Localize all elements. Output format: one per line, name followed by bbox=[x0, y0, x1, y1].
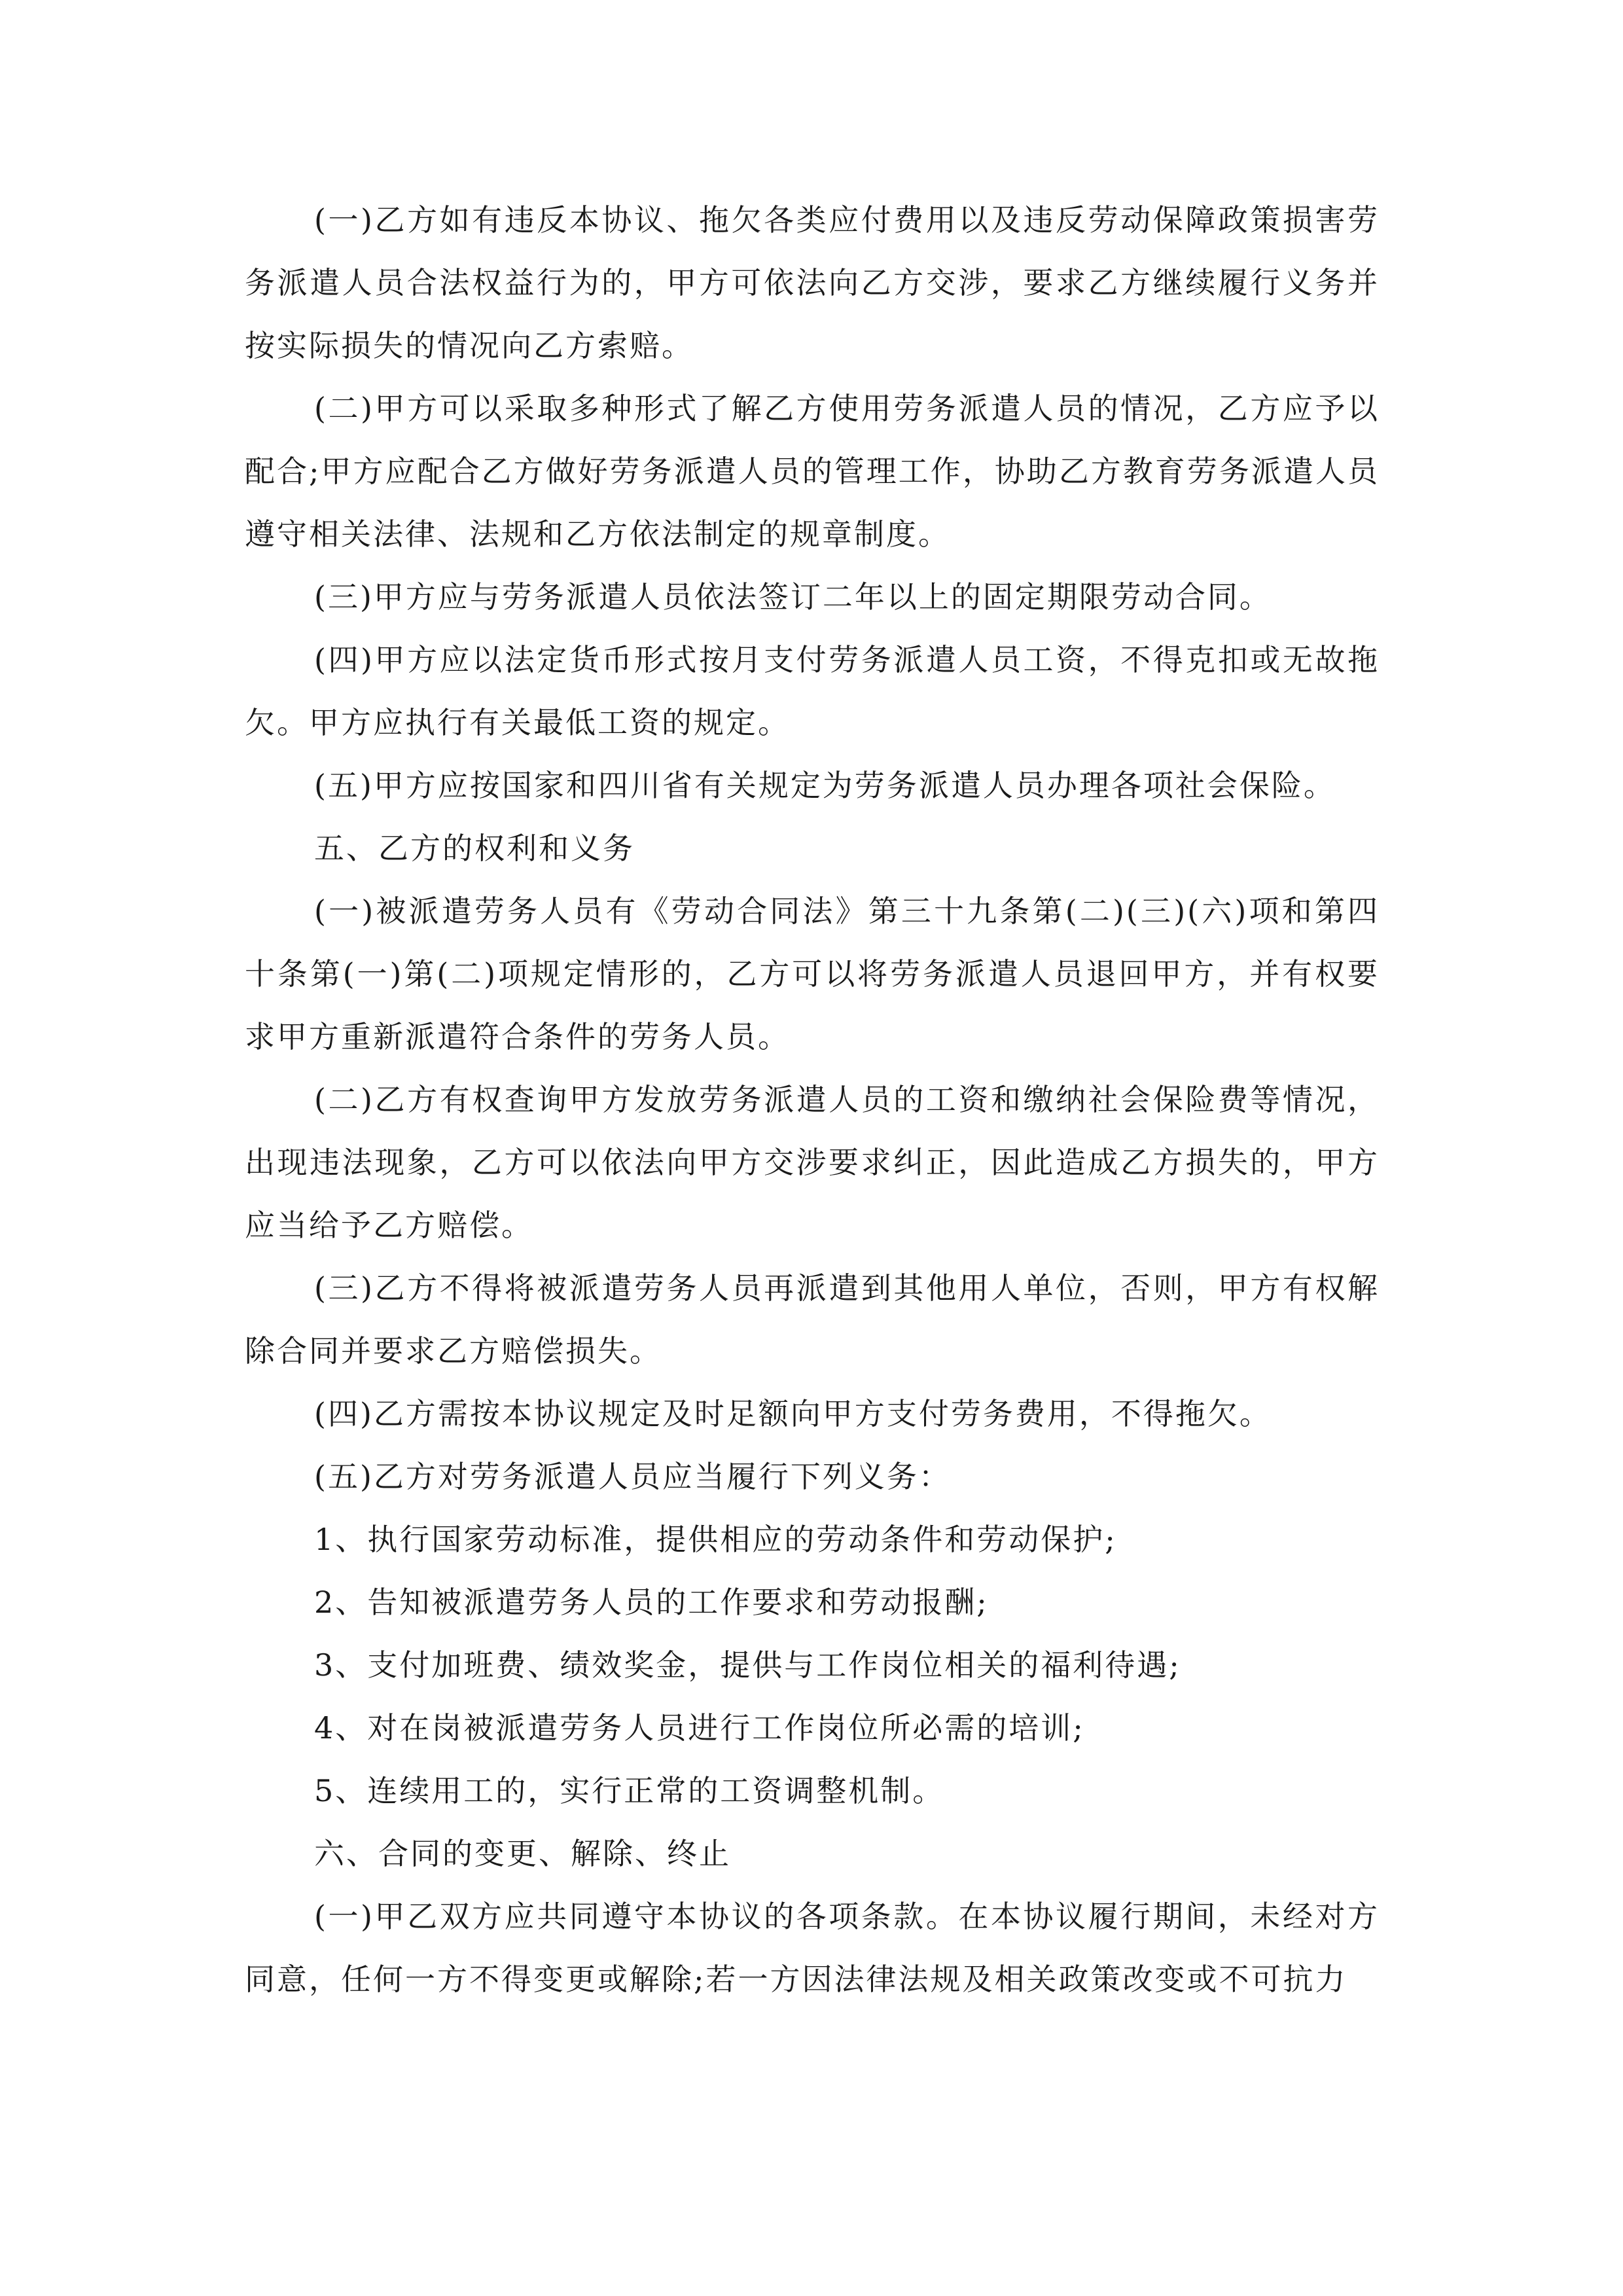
paragraph-inquiry-right: (二)乙方有权查询甲方发放劳务派遣人员的工资和缴纳社会保险费等情况，出现违法现象，乙方可以依法向甲方交涉要求纠正，因此造成乙方损失的，甲方应当给予乙方赔偿。 bbox=[245, 1082, 1380, 1243]
list-item-1: 1、执行国家劳动标准，提供相应的劳动条件和劳动保护; bbox=[314, 1522, 1117, 1557]
list-item-2: 2、告知被派遣劳务人员的工作要求和劳动报酬; bbox=[314, 1585, 989, 1620]
list-item-5: 5、连续用工的，实行正常的工资调整机制。 bbox=[314, 1773, 945, 1808]
paragraph-party-a-supervision: (二)甲方可以采取多种形式了解乙方使用劳务派遣人员的情况，乙方应予以配合;甲方应配合乙方做好劳务派遣人员的管理工作，协助乙方教育劳务派遣人员遵守相关法律、法规和乙方依法制定的规章制度。 bbox=[245, 391, 1380, 552]
paragraph-obligations-intro: (五)乙方对劳务派遣人员应当履行下列义务： bbox=[314, 1459, 951, 1494]
section-heading-party-b-rights: 五、乙方的权利和义务 bbox=[314, 831, 635, 866]
paragraph-compliance: (一)甲乙双方应共同遵守本协议的各项条款。在本协议履行期间，未经对方同意，任何一方不得变更或解除;若一方因法律法规及相关政策改变或不可抗力 bbox=[245, 1899, 1380, 1997]
paragraph-return-personnel: (一)被派遣劳务人员有《劳动合同法》第三十九条第(二)(三)(六)项和第四十条第(一)第(二)项规定情形的，乙方可以将劳务派遣人员退回甲方，并有权要求甲方重新派遣符合条件的劳务人员。 bbox=[245, 893, 1380, 1054]
paragraph-wage-payment: (四)甲方应以法定货币形式按月支付劳务派遣人员工资，不得克扣或无故拖欠。甲方应执行有关最低工资的规定。 bbox=[245, 642, 1380, 740]
paragraph-labor-contract: (三)甲方应与劳务派遣人员依法签订二年以上的固定期限劳动合同。 bbox=[314, 579, 1272, 615]
paragraph-social-insurance: (五)甲方应按国家和四川省有关规定为劳务派遣人员办理各项社会保险。 bbox=[314, 768, 1336, 803]
list-item-4: 4、对在岗被派遣劳务人员进行工作岗位所必需的培训; bbox=[314, 1710, 1085, 1746]
list-item-3: 3、支付加班费、绩效奖金，提供与工作岗位相关的福利待遇; bbox=[314, 1647, 1181, 1683]
section-heading-contract-changes: 六、合同的变更、解除、终止 bbox=[314, 1836, 731, 1871]
paragraph-party-b-breach: (一)乙方如有违反本协议、拖欠各类应付费用以及违反劳动保障政策损害劳务派遣人员合法权益行为的，甲方可依法向乙方交涉，要求乙方继续履行义务并按实际损失的情况向乙方索赔。 bbox=[245, 202, 1380, 363]
paragraph-fee-payment: (四)乙方需按本协议规定及时足额向甲方支付劳务费用，不得拖欠。 bbox=[314, 1396, 1272, 1431]
paragraph-no-redispatch: (三)乙方不得将被派遣劳务人员再派遣到其他用人单位，否则，甲方有权解除合同并要求乙方赔偿损失。 bbox=[245, 1270, 1380, 1369]
document-body bbox=[245, 188, 1380, 2011]
